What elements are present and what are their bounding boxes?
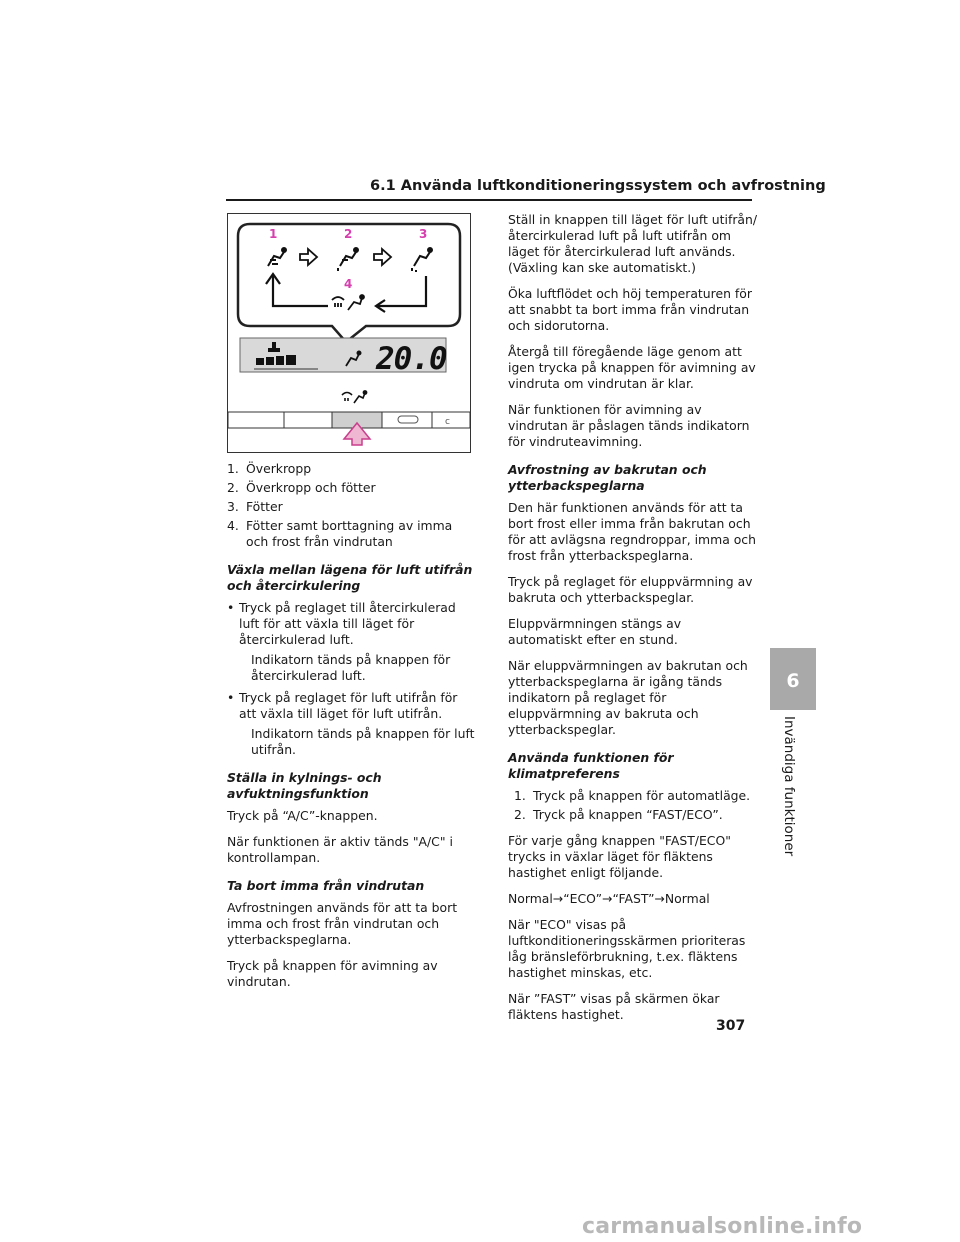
paragraph: Avfrostningen används för att ta bort imma och frost från vindrutan och ytterbackspeglarna.	[227, 900, 458, 947]
header-rule	[226, 199, 752, 201]
svg-text:c: c	[445, 417, 450, 427]
left-column	[227, 461, 477, 1000]
bullet-item: • Tryck på reglaget för luft utifrån för att växla till läget för luft utifrån. Indikatorn tänds på knappen för luft utifrån.	[227, 690, 475, 757]
heading-recirculation: Växla mellan lägena för luft utifrån och återcirkulering	[227, 562, 473, 593]
defrost-mode-button-icon	[342, 391, 367, 403]
list-item: 2. Överkropp och fötter	[227, 480, 376, 495]
bullet-item: • Tryck på reglaget till återcirkulerad luft för att växla till läget för återcirkulerad luft. Indikatorn tänds på knappen för återcirkulerad luft.	[227, 600, 456, 683]
paragraph: Öka luftflödet och höj temperaturen för att snabbt ta bort imma från vindrutan och sidorutorna.	[508, 286, 752, 333]
list-item: 1. Tryck på knappen för automatläge.	[514, 788, 751, 803]
chapter-label: Invändiga funktioner	[781, 716, 797, 857]
climate-panel-figure	[227, 213, 471, 453]
list-item: 1. Överkropp	[227, 461, 312, 476]
paragraph: När ”FAST” visas på skärmen ökar fläktens hastighet.	[508, 991, 720, 1022]
paragraph: När "ECO" visas på luftkonditioneringsskärmen prioriteras låg bränsleförbrukning, t.ex. fläktens hastighet minskas, etc.	[508, 917, 746, 980]
paragraph: Ställ in knappen till läget för luft utifrån/återcirkulerad luft på luft utifrån om läget för återcirkulerad luft används. (Växling kan ske automatiskt.)	[508, 212, 758, 275]
callout-1: 1	[269, 227, 278, 241]
callout-2: 2	[344, 227, 353, 241]
paragraph: När funktionen för avimning av vindrutan är påslagen tänds indikatorn för vindruteavimning.	[508, 402, 750, 449]
heading-climate-preference: Använda funktionen för klimatpreferens	[508, 750, 674, 781]
heading-rear-defrost: Avfrostning av bakrutan och ytterbackspeglarna	[508, 462, 707, 493]
paragraph: När eluppvärmningen av bakrutan och ytterbackspeglarna är igång tänds indikatorn på reglaget för eluppvärmning av bakruta och ytterbackspeglar.	[508, 658, 748, 737]
paragraph: Normal→“ECO”→“FAST”→Normal	[508, 891, 710, 906]
watermark: carmanualsonline.info	[582, 1214, 863, 1239]
paragraph: För varje gång knappen "FAST/ECO" trycks in växlar läget för fläktens hastighet enligt följande.	[508, 833, 731, 880]
paragraph: Den här funktionen används för att ta bort frost eller imma från bakrutan och för att avlägsna regndroppar, imma och frost från ytterbackspeglarna.	[508, 500, 756, 563]
paragraph: Tryck på knappen för avimning av vindrutan.	[227, 958, 438, 989]
callout-4: 4	[344, 277, 353, 291]
steps-list	[514, 788, 758, 823]
paragraph: Tryck på reglaget för eluppvärmning av bakruta och ytterbackspeglar.	[508, 574, 753, 605]
callout-3: 3	[419, 227, 428, 241]
heading-cooling: Ställa in kylnings- och avfuktningsfunktion	[227, 770, 382, 801]
section-title: 6.1 Använda luftkonditioneringssystem och avfrostning	[370, 178, 826, 194]
mode-list	[227, 461, 477, 550]
heading-defog: Ta bort imma från vindrutan	[227, 878, 425, 893]
temperature-readout: 20.0	[376, 341, 447, 377]
list-item: 4. Fötter samt borttagning av imma och frost från vindrutan	[227, 518, 453, 549]
list-item: 3. Fötter	[227, 499, 283, 514]
paragraph: Tryck på “A/C”-knappen.	[227, 808, 378, 823]
paragraph: När funktionen är aktiv tänds "A/C" i kontrollampan.	[227, 834, 453, 865]
chapter-tab: 6	[770, 648, 816, 710]
list-item: 2. Tryck på knappen “FAST/ECO”.	[514, 807, 723, 822]
paragraph: Återgå till föregående läge genom att igen trycka på knappen för avimning av vindruta om vindrutan är klar.	[508, 344, 756, 391]
right-column	[508, 212, 758, 1033]
page-number: 307	[716, 1018, 746, 1034]
paragraph: Eluppvärmningen stängs av automatiskt efter en stund.	[508, 616, 682, 647]
